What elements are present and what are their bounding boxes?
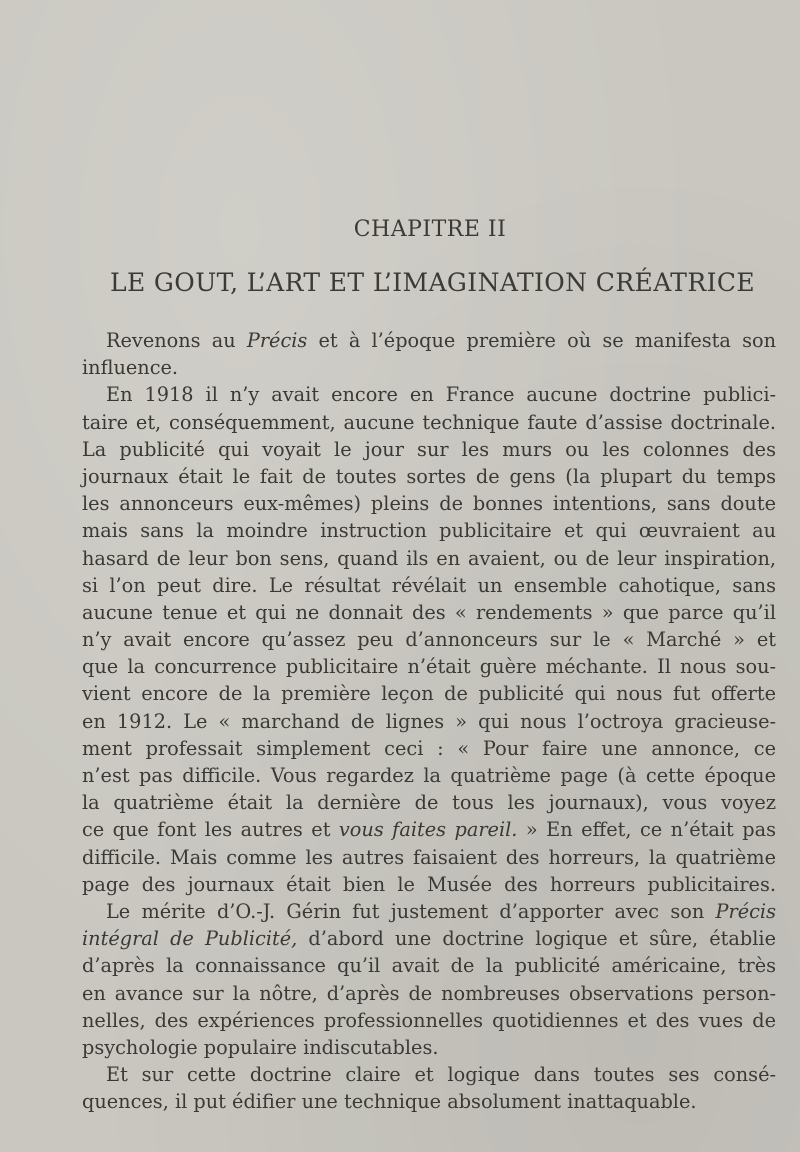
text-segment: journaux était le fait de toutes sortes de gens (la plupart du temps [82, 464, 776, 488]
text-line [82, 680, 776, 707]
text-line [82, 816, 776, 843]
text-segment: que la concurrence publicitaire n’était guère méchante. Il nous sou- [82, 655, 776, 679]
text-segment: les annonceurs eux-mêmes) pleins de bonnes intentions, sans doute [82, 492, 776, 516]
text-segment: taire et, conséquemment, aucune technique faute d’assise doctrinale. [82, 410, 776, 434]
text-segment: nelles, des expériences professionnelles quotidiennes et des vues de [82, 1008, 776, 1032]
text-line [82, 844, 776, 871]
text-segment: Revenons au [106, 329, 247, 352]
text-line [82, 436, 776, 463]
text-line [82, 1088, 776, 1115]
text-segment: n’est pas difficile. Vous regardez la quatrième page (à cette époque [82, 764, 776, 787]
italic-text: vous faites pareil. [338, 818, 518, 842]
text-line [82, 735, 776, 762]
text-line [82, 490, 776, 517]
text-line [82, 952, 776, 979]
text-line [82, 381, 776, 408]
text-segment: quences, il put édifier une technique absolument inattaquable. [82, 1090, 697, 1114]
text-segment: d’après la connaissance qu’il avait de la publicité américaine, très [82, 954, 776, 978]
text-segment: la quatrième était la dernière de tous les journaux), vous voyez [82, 791, 776, 815]
text-line [82, 463, 776, 490]
text-segment: en avance sur la nôtre, d’après de nombreuses observations person- [82, 981, 776, 1005]
italic-text: intégral de Publicité, [82, 927, 298, 951]
text-segment: d’abord une doctrine logique et sûre, établie [297, 927, 777, 951]
chapter-title: LE GOUT, L’ART ET L’IMAGINATION CRÉATRICE [109, 268, 756, 297]
text-line [82, 871, 776, 898]
text-segment: » En effet, ce n’était pas [517, 818, 776, 842]
chapter-label: CHAPITRE II [353, 217, 507, 242]
text-line [82, 626, 776, 653]
text-line [82, 925, 776, 952]
text-segment: aucune tenue et qui ne donnait des « rendements » que parce qu’il [82, 600, 776, 624]
text-segment: hasard de leur bon sens, quand ils en avaient, ou de leur inspiration, [82, 546, 776, 570]
text-line [82, 1007, 776, 1034]
text-line [82, 545, 776, 572]
text-segment: Et sur cette doctrine claire et logique dans toutes ses consé- [106, 1063, 776, 1087]
text-line [82, 1061, 776, 1088]
text-segment: Le mérite d’O.-J. Gérin fut justement d’apporter avec son [106, 899, 716, 923]
text-segment: En 1918 il n’y avait encore en France aucune doctrine publici- [106, 383, 776, 407]
text-line [82, 572, 776, 599]
text-segment: page des journaux était bien le Musée des horreurs publicitaires. [82, 872, 776, 896]
text-segment: psychologie populaire indiscutables. [82, 1035, 439, 1059]
text-line [82, 898, 776, 925]
text-segment: difficile. Mais comme les autres faisaient des horreurs, la quatrième [82, 845, 776, 869]
text-segment: en 1912. Le « marchand de lignes » qui nous l’octroya gracieuse- [82, 709, 776, 733]
text-segment: mais sans la moindre instruction publicitaire et qui œuvraient au [82, 519, 776, 543]
text-line [82, 599, 776, 626]
text-line [82, 789, 776, 816]
text-line [82, 354, 776, 381]
text-segment: ment professait simplement ceci : « Pour faire une annonce, ce [82, 736, 776, 760]
text-segment: La publicité qui voyait le jour sur les murs ou les colonnes des [82, 437, 776, 461]
text-segment: ce que font les autres et [82, 818, 339, 842]
body-text [82, 327, 776, 1115]
text-line [82, 1034, 776, 1061]
text-segment: si l’on peut dire. Le résultat révélait un ensemble cahotique, sans [82, 573, 776, 597]
text-segment: vient encore de la première leçon de publicité qui nous fut offerte [82, 682, 776, 706]
text-segment: influence. [82, 356, 179, 380]
text-line [82, 409, 776, 436]
text-line [82, 708, 776, 735]
text-line [82, 327, 776, 354]
text-segment: et à l’époque première où se manifesta son [307, 329, 776, 352]
text-line [82, 980, 776, 1007]
italic-text: Précis [715, 899, 776, 923]
text-segment: n’y avait encore qu’assez peu d’annonceurs sur le « Marché » et [82, 628, 776, 652]
text-line [82, 653, 776, 680]
text-line [82, 762, 776, 789]
italic-text: Précis [246, 329, 308, 352]
text-line [82, 517, 776, 544]
